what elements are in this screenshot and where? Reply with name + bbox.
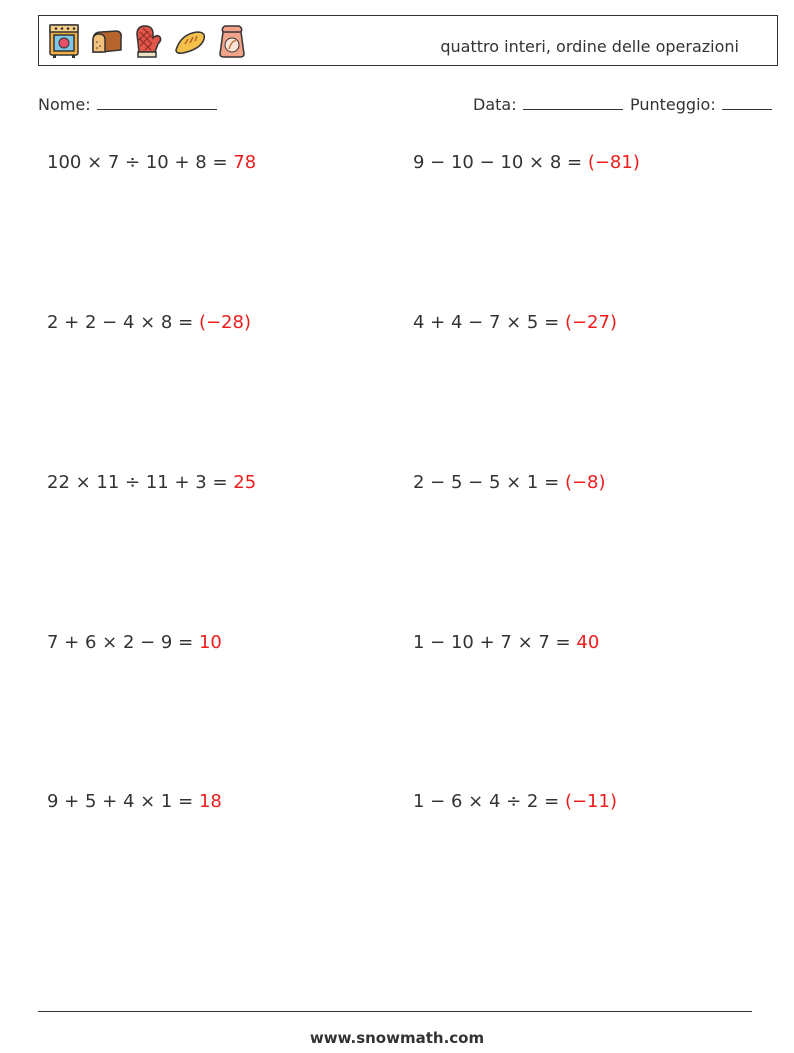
problem-9 xyxy=(47,791,222,812)
problem-expression: 100 × 7 ÷ 10 + 8 = xyxy=(47,152,228,173)
problem-answer: (−11) xyxy=(564,791,617,812)
problem-4 xyxy=(413,312,617,333)
oven-mitt-icon xyxy=(131,22,165,60)
flour-sack-icon xyxy=(215,22,249,60)
problem-answer: (−28) xyxy=(198,312,251,333)
problem-expression: 22 × 11 ÷ 11 + 3 = xyxy=(47,472,228,493)
bread-icon xyxy=(89,22,123,60)
problem-6 xyxy=(413,472,606,493)
date-field xyxy=(473,93,623,114)
problem-2 xyxy=(413,152,640,173)
score-field xyxy=(630,93,772,114)
problem-expression: 4 + 4 − 7 × 5 = xyxy=(413,312,560,333)
problem-expression: 7 + 6 × 2 − 9 = xyxy=(47,632,194,653)
problem-expression: 9 − 10 − 10 × 8 = xyxy=(413,152,583,173)
problem-expression: 1 − 10 + 7 × 7 = xyxy=(413,632,571,653)
problem-3 xyxy=(47,312,251,333)
problem-answer: 25 xyxy=(233,472,257,493)
icon-row xyxy=(47,22,249,60)
footer-divider xyxy=(38,1011,752,1012)
name-field xyxy=(38,93,217,114)
date-blank[interactable] xyxy=(523,93,623,110)
score-blank[interactable] xyxy=(722,93,772,110)
problem-answer: (−27) xyxy=(564,312,617,333)
oven-icon xyxy=(47,22,81,60)
score-label: Punteggio: xyxy=(630,95,716,114)
problem-answer: 18 xyxy=(198,791,222,812)
problem-10 xyxy=(413,791,617,812)
problem-expression: 9 + 5 + 4 × 1 = xyxy=(47,791,194,812)
problem-answer: (−8) xyxy=(564,472,606,493)
problem-7 xyxy=(47,632,222,653)
problem-expression: 2 − 5 − 5 × 1 = xyxy=(413,472,560,493)
problem-expression: 1 − 6 × 4 ÷ 2 = xyxy=(413,791,560,812)
name-blank[interactable] xyxy=(97,93,217,110)
name-label: Nome: xyxy=(38,95,91,114)
problem-answer: (−81) xyxy=(587,152,640,173)
problem-1 xyxy=(47,152,256,173)
date-label: Data: xyxy=(473,95,517,114)
problem-answer: 10 xyxy=(198,632,222,653)
problem-answer: 40 xyxy=(576,632,600,653)
problem-5 xyxy=(47,472,256,493)
problem-8 xyxy=(413,632,599,653)
baguette-icon xyxy=(173,22,207,60)
worksheet-title: quattro interi, ordine delle operazioni xyxy=(440,37,739,56)
problem-expression: 2 + 2 − 4 × 8 = xyxy=(47,312,194,333)
worksheet-header xyxy=(38,15,778,66)
problem-answer: 78 xyxy=(233,152,257,173)
footer-url[interactable]: www.snowmath.com xyxy=(309,1029,485,1047)
